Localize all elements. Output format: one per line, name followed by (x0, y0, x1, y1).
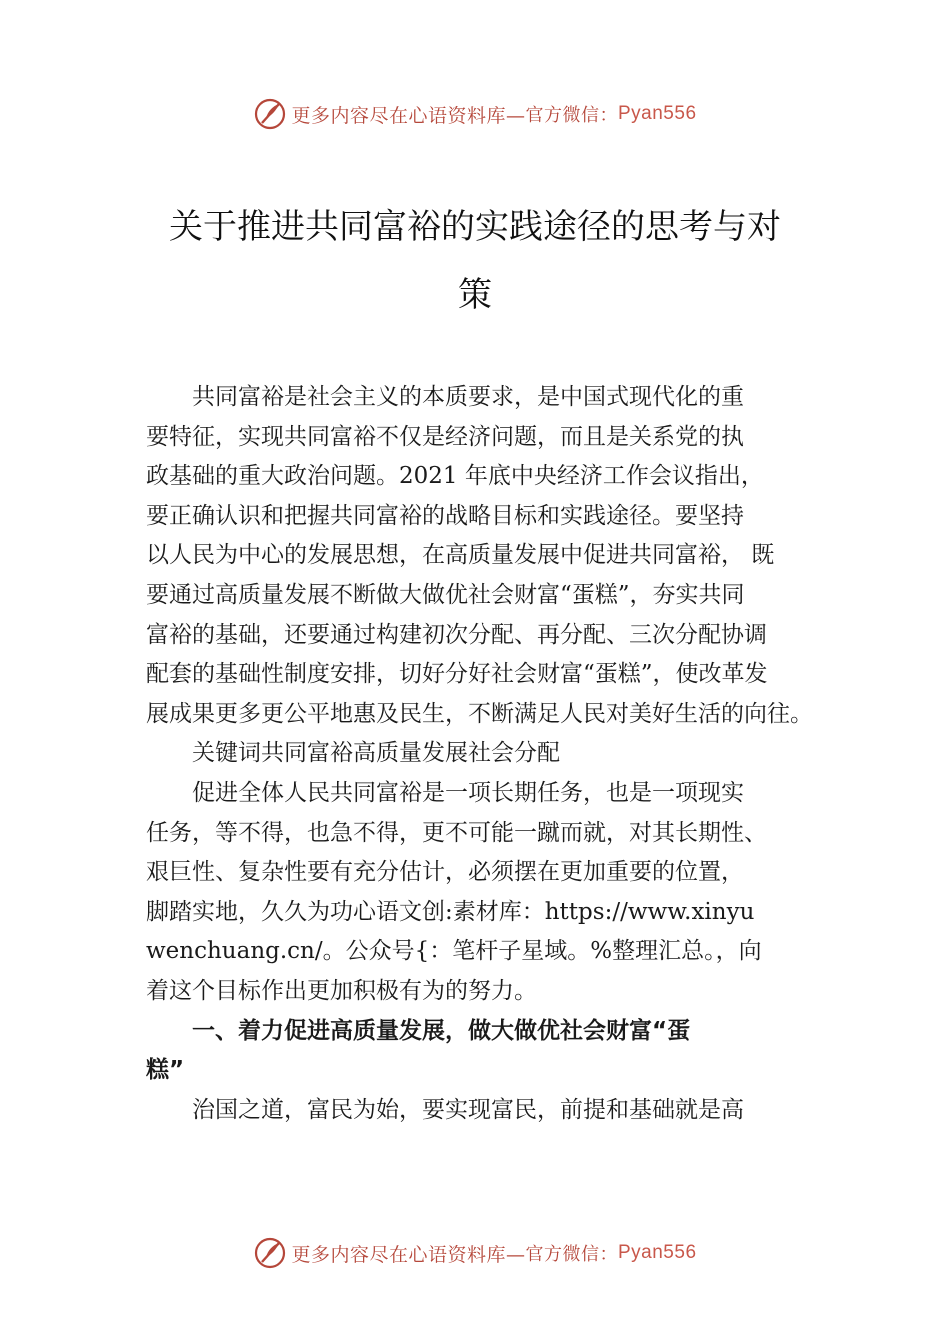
text-line: 要正确认识和把握共同富裕的战略目标和实践途径。要坚持 (146, 502, 744, 529)
text-line: wenchuang.cn/。公众号{：笔杆子星域。%整理汇总。，向 (146, 938, 762, 965)
paragraph-long-term-task (146, 774, 810, 1012)
text-line: 以人民为中心的发展思想，在高质量发展中促进共同富裕， 既 (146, 542, 775, 569)
document-body (146, 378, 813, 1130)
text-line: 治国之道，富民为始，要实现富民，前提和基础就是高 (192, 1096, 744, 1123)
paragraph-keywords (146, 734, 810, 774)
text-line: 任务，等不得，也急不得，更不可能一蹴而就，对其长期性、 (146, 819, 767, 846)
text-line: 富裕的基础，还要通过构建初次分配、再分配、三次分配协调 (146, 621, 767, 648)
watermark-text: 更多内容尽在心语资料库— (291, 1243, 526, 1266)
text-line: 共同富裕是社会主义的本质要求，是中国式现代化的重 (192, 384, 744, 410)
paragraph-intro (146, 378, 813, 734)
text-line: 展成果更多更公平地惠及民生，不断满足人民对美好生活的向往。 (146, 700, 813, 727)
watermark-banner-bottom (0, 1233, 950, 1273)
text-line: 着这个目标作出更加积极有为的努力。 (146, 977, 537, 1004)
paragraph-governance (146, 1091, 810, 1131)
quill-logo-icon (253, 97, 287, 131)
heading-line: 一、着力促进高质量发展，做大做优社会财富“蛋 (192, 1017, 691, 1044)
keywords-line: 关键词共同富裕高质量发展社会分配 (192, 740, 560, 767)
watermark-banner-top (0, 94, 950, 134)
watermark-wechat-label: 官方微信： (525, 105, 618, 126)
document-title-line-1: 关于推进共同富裕的实践途径的思考与对 (169, 207, 781, 247)
heading-line: 糕” (146, 1057, 185, 1084)
text-line: 促进全体人民共同富裕是一项长期任务，也是一项现实 (192, 779, 744, 806)
quill-logo-icon (253, 1236, 287, 1270)
watermark-text: 更多内容尽在心语资料库— (291, 104, 526, 127)
section-heading-1 (146, 1012, 810, 1091)
text-line: 配套的基础性制度安排，切好分好社会财富“蛋糕”，使改革发 (146, 661, 768, 688)
text-line: 政基础的重大政治问题。2021 年底中央经济工作会议指出， (146, 463, 764, 490)
watermark-wechat-label: 官方微信： (525, 1244, 618, 1265)
text-line: 要特征，实现共同富裕不仅是经济问题，而且是关系党的执 (146, 423, 744, 450)
watermark-wechat-id: Pyan556 (618, 1242, 697, 1263)
text-line: 艰巨性、复杂性要有充分估计，必须摆在更加重要的位置， (146, 859, 744, 886)
text-line: 要通过高质量发展不断做大做优社会财富“蛋糕”，夯实共同 (146, 581, 745, 608)
text-line: 脚踏实地，久久为功心语文创:素材库：https://www.xinyu (146, 898, 755, 925)
document-title-line-2: 策 (458, 275, 492, 315)
watermark-wechat-id: Pyan556 (618, 103, 697, 124)
